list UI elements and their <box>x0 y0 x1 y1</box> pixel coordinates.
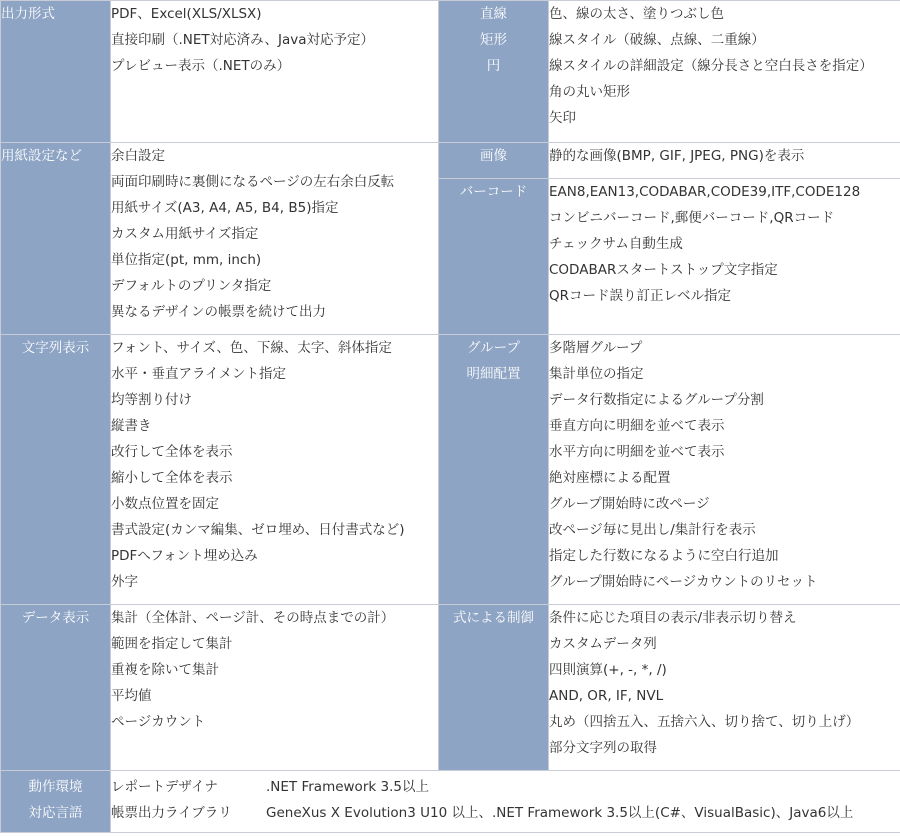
list-item: 四則演算(+, -, *, /) <box>549 662 667 678</box>
environment-label: 帳票出力ライブラリ <box>111 805 232 821</box>
list-item: 水平・垂直アライメント指定 <box>111 366 286 382</box>
image-list <box>549 143 900 179</box>
header-text-display: 文字列表示 <box>1 335 111 605</box>
list-item: PDF、Excel(XLS/XLSX) <box>111 6 262 22</box>
list-item: データ行数指定によるグループ分割 <box>549 392 764 408</box>
table-row <box>1 605 900 771</box>
list-item: 外字 <box>111 574 138 590</box>
header-shapes: 直線 矩形 円 <box>439 1 549 143</box>
list-item: 余白設定 <box>111 148 165 164</box>
output-format-list <box>111 1 439 143</box>
environment-row-designer <box>111 774 900 800</box>
text-display-list <box>111 335 439 605</box>
header-barcode: バーコード <box>439 179 549 335</box>
list-item: 丸め（四捨五入、五捨六入、切り捨て、切り上げ） <box>549 714 860 730</box>
header-environment: 動作環境 対応言語 <box>1 771 111 833</box>
header-paper-settings: 用紙設定など <box>1 143 111 335</box>
table-row <box>1 1 900 143</box>
group-layout-list <box>549 335 900 605</box>
list-item: 条件に応じた項目の表示/非表示切り替え <box>549 610 797 626</box>
list-item: 線スタイルの詳細設定（線分長さと空白長さを指定） <box>549 58 873 74</box>
list-item: 均等割り付け <box>111 392 192 408</box>
list-item: 集計単位の指定 <box>549 366 644 382</box>
list-item: 改行して全体を表示 <box>111 444 233 460</box>
list-item: 絶対座標による配置 <box>549 470 671 486</box>
list-item: 角の丸い矩形 <box>549 84 630 100</box>
list-item: 範囲を指定して集計 <box>111 636 233 652</box>
list-item: カスタム用紙サイズ指定 <box>111 226 259 242</box>
list-item: AND, OR, IF, NVL <box>549 688 664 704</box>
list-item: 静的な画像(BMP, GIF, JPEG, PNG)を表示 <box>549 148 805 164</box>
list-item: 平均値 <box>111 688 152 704</box>
list-item: 直接印刷（.NET対応済み、Java対応予定） <box>111 32 374 48</box>
list-item: プレビュー表示（.NETのみ） <box>111 58 291 74</box>
barcode-list <box>549 179 900 335</box>
list-item: 両面印刷時に裏側になるページの左右余白反転 <box>111 174 395 190</box>
list-item: PDFへフォント埋め込み <box>111 548 258 564</box>
list-item: 縮小して全体を表示 <box>111 470 233 486</box>
list-item: 異なるデザインの帳票を続けて出力 <box>111 304 327 320</box>
table-row <box>1 143 900 179</box>
data-display-list <box>111 605 439 771</box>
list-item: 書式設定(カンマ編集、ゼロ埋め、日付書式など) <box>111 522 405 538</box>
list-item: 指定した行数になるように空白行追加 <box>549 548 779 564</box>
list-item: QRコード誤り訂正レベル指定 <box>549 288 732 304</box>
list-item: 縦書き <box>111 418 152 434</box>
list-item: 色、線の太さ、塗りつぶし色 <box>549 6 724 22</box>
table-row <box>1 771 900 833</box>
list-item: カスタムデータ列 <box>549 636 657 652</box>
list-item: チェックサム自動生成 <box>549 236 683 252</box>
list-item: 集計（全体計、ページ計、その時点までの計） <box>111 610 395 626</box>
list-item: 小数点位置を固定 <box>111 496 219 512</box>
expression-control-list <box>549 605 900 771</box>
list-item: 部分文字列の取得 <box>549 740 657 756</box>
list-item: 重複を除いて集計 <box>111 662 219 678</box>
list-item: 水平方向に明細を並べて表示 <box>549 444 725 460</box>
shapes-list <box>549 1 900 143</box>
list-item: 線スタイル（破線、点線、二重線） <box>549 32 765 48</box>
header-image: 画像 <box>439 143 549 179</box>
table-row <box>1 335 900 605</box>
list-item: コンビニバーコード,郵便バーコード,QRコード <box>549 210 835 226</box>
environment-value: .NET Framework 3.5以上 <box>266 779 429 795</box>
list-item: デフォルトのプリンタ指定 <box>111 278 272 294</box>
header-group-layout: グループ 明細配置 <box>439 335 549 605</box>
list-item: グループ開始時に改ページ <box>549 496 710 512</box>
header-data-display: データ表示 <box>1 605 111 771</box>
list-item: フォント、サイズ、色、下線、太字、斜体指定 <box>111 340 392 356</box>
list-item: ページカウント <box>111 714 206 730</box>
header-output-format: 出力形式 <box>1 1 111 143</box>
list-item: CODABARスタートストップ文字指定 <box>549 262 778 278</box>
environment-value: GeneXus X Evolution3 U10 以上、.NET Framework 3.5以上(C#、VisualBasic)、Java6以上 <box>266 805 854 821</box>
environment-row-library <box>111 800 900 826</box>
list-item: 垂直方向に明細を並べて表示 <box>549 418 725 434</box>
list-item: 矢印 <box>549 110 576 126</box>
environment-label: レポートデザイナ <box>111 779 219 795</box>
list-item: グループ開始時にページカウントのリセット <box>549 574 818 590</box>
list-item: 単位指定(pt, mm, inch) <box>111 252 262 268</box>
list-item: 用紙サイズ(A3, A4, A5, B4, B5)指定 <box>111 200 339 216</box>
list-item: 改ページ毎に見出し/集計行を表示 <box>549 522 756 538</box>
header-expression-control: 式による制御 <box>439 605 549 771</box>
paper-settings-list <box>111 143 439 335</box>
list-item: EAN8,EAN13,CODABAR,CODE39,ITF,CODE128 <box>549 184 861 200</box>
environment-list <box>111 771 900 833</box>
list-item: 多階層グループ <box>549 340 643 356</box>
